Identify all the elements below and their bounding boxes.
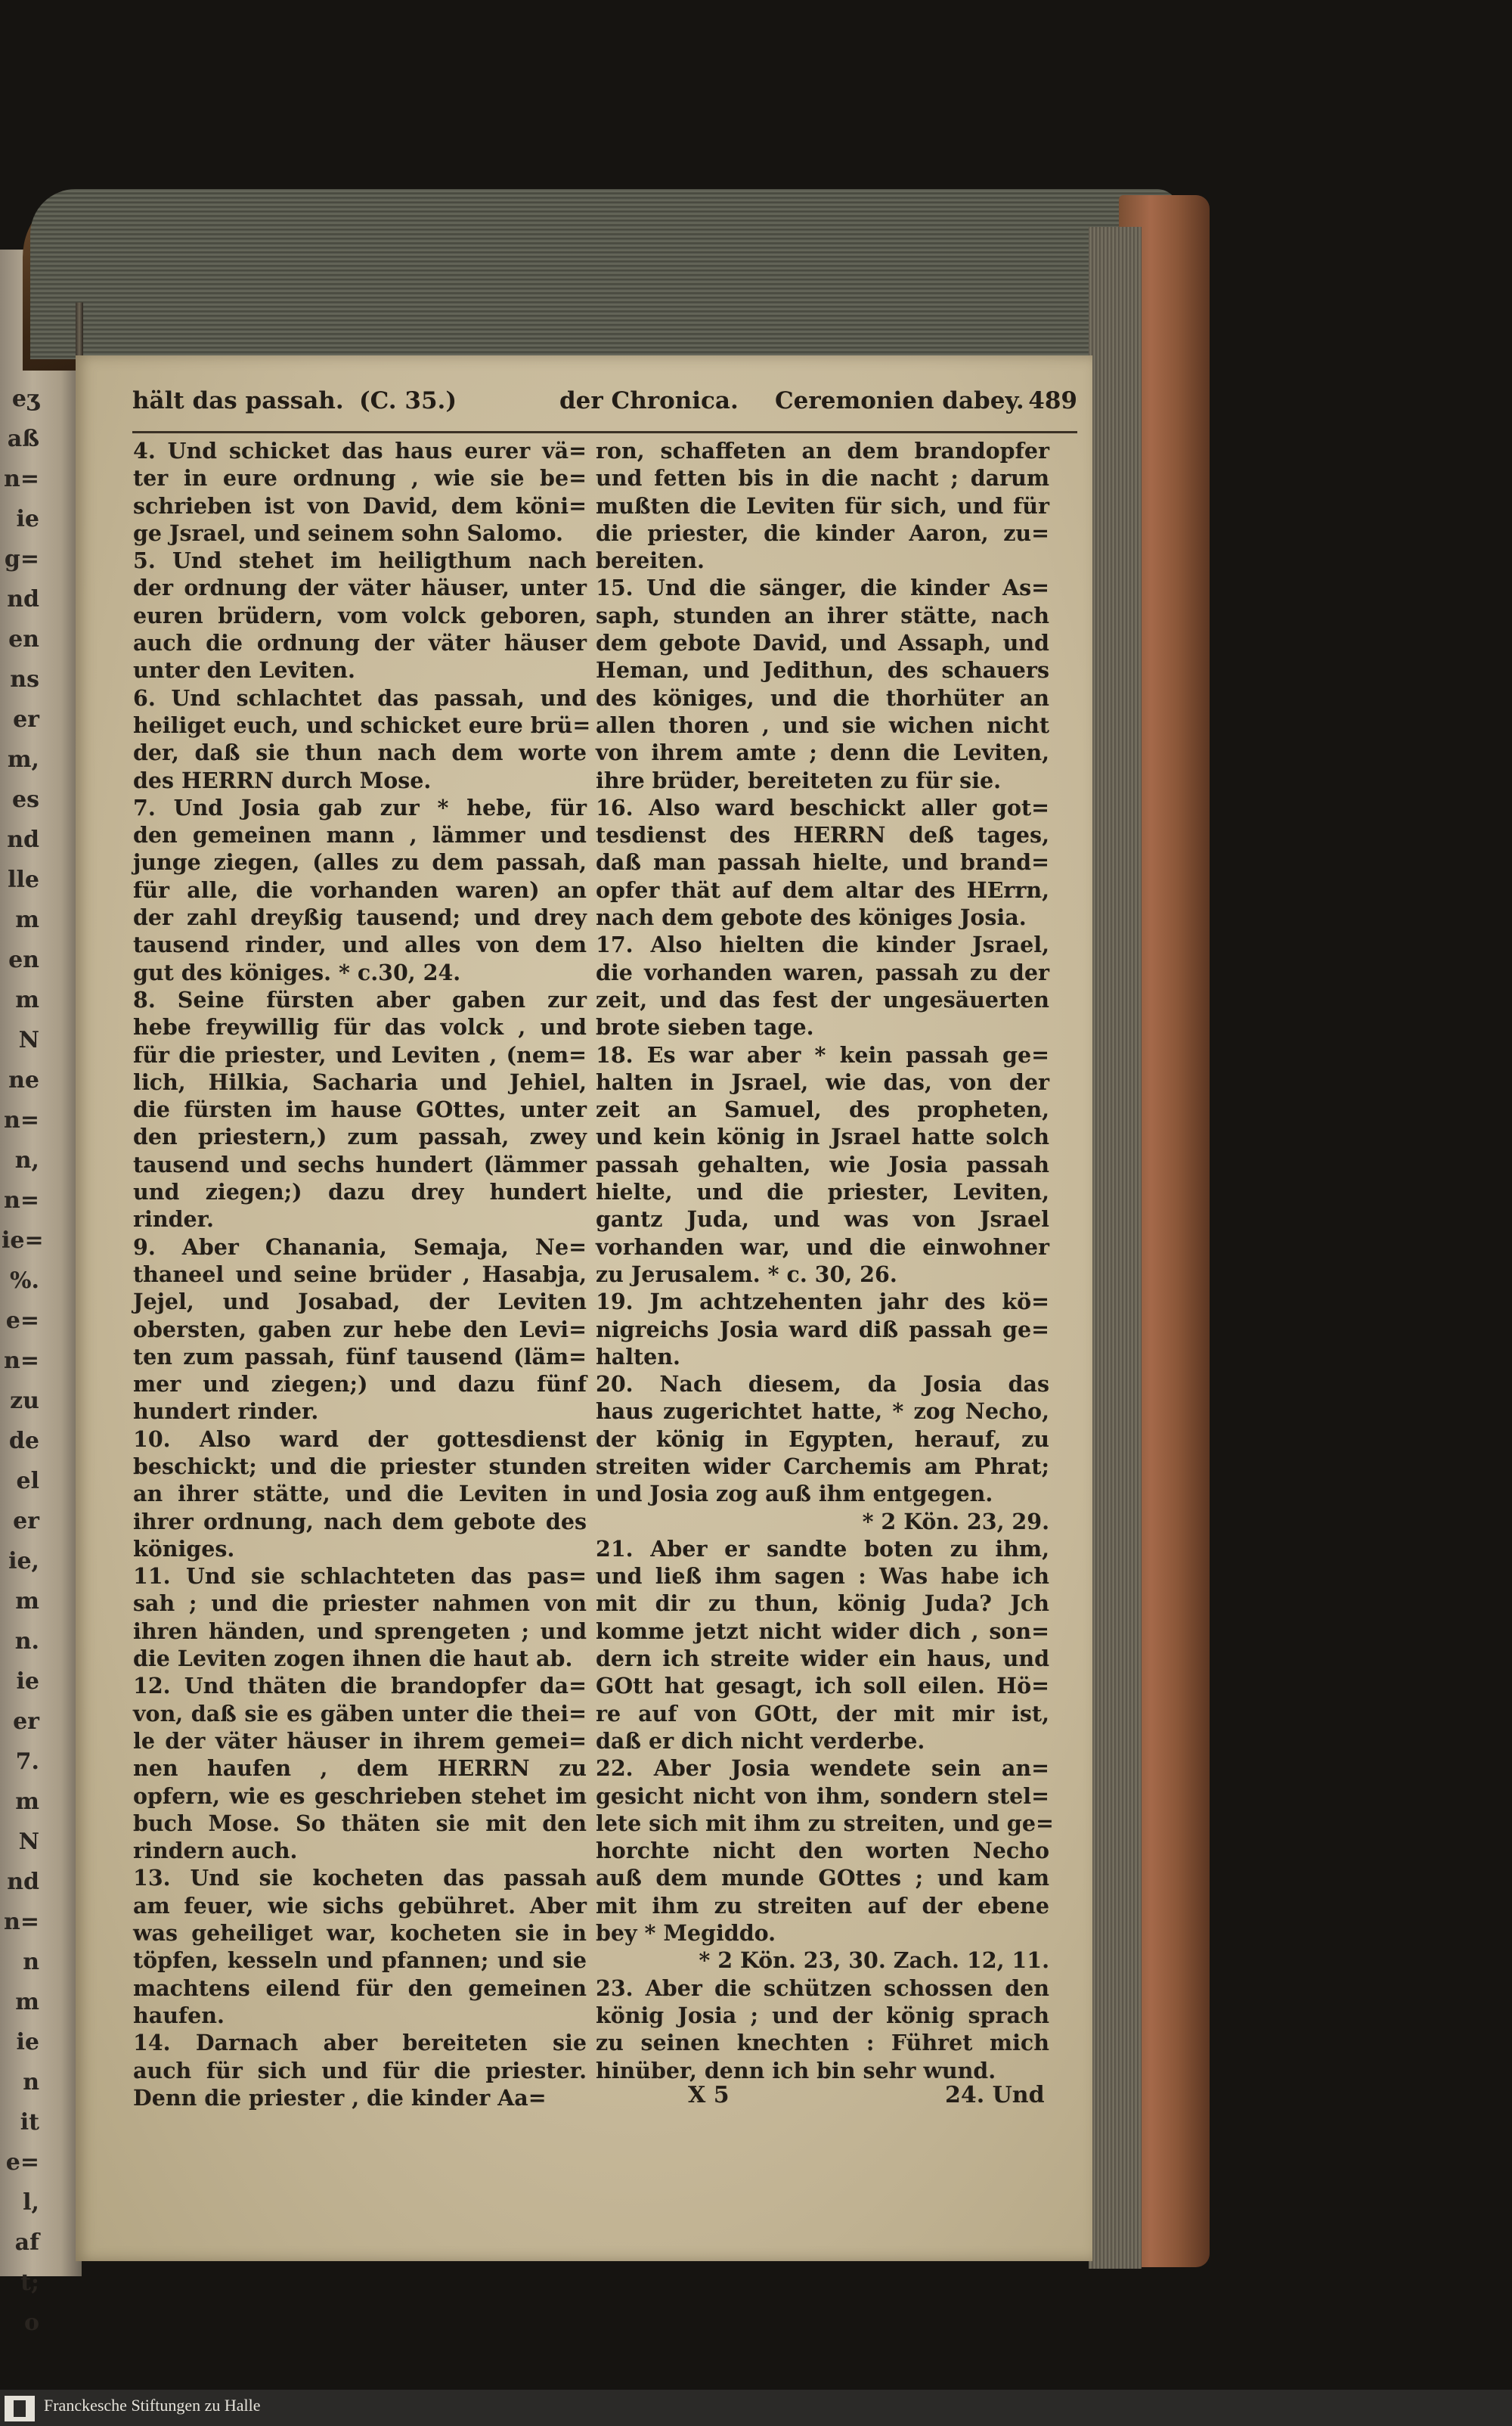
text-line: könig Josia ; und der könig sprach [596, 2002, 1049, 2028]
text-line: le der väter häuser in ihrem gemei= [133, 1727, 587, 1754]
facing-page-fragment: n, [14, 1147, 39, 1174]
facing-page-fragment: nd [7, 1869, 39, 1895]
text-line: und ließ ihm sagen : Was habe ich [596, 1563, 1049, 1590]
text-line: 10. Also ward der gottesdienst [133, 1426, 587, 1452]
text-line: * 2 Kön. 23, 29. [862, 1508, 1049, 1534]
text-line: des HERRN durch Mose. [133, 767, 432, 793]
institution-logo-icon [5, 2396, 35, 2421]
text-line: hinüber, denn ich bin sehr wund. [596, 2057, 996, 2083]
facing-page-fragment: N [18, 1027, 39, 1053]
facing-page-fragment: de [8, 1428, 39, 1454]
text-line: von, daß sie es gäben unter die thei= [133, 1700, 587, 1726]
text-line: bey * Megiddo. [596, 1920, 776, 1947]
text-line: horchte nicht den worten Necho [596, 1838, 1049, 1864]
text-line: der ordnung der väter häuser, unter [133, 575, 587, 601]
text-line: * 2 Kön. 23, 30. Zach. 12, 11. [699, 1947, 1049, 1974]
text-line: ron, schaffeten an dem brandopfer [596, 438, 1049, 464]
text-line: zeit an Samuel, des propheten, [596, 1097, 1049, 1123]
text-line: buch Mose. So thäten sie mit den [133, 1810, 587, 1836]
facing-page-fragment: e= [5, 1308, 39, 1334]
facing-page-fragment: m [15, 907, 39, 933]
text-line: gut des königes. * c.30, 24. [133, 959, 461, 985]
facing-page-fragment: m, [7, 746, 39, 773]
header-chapter: (C. 35.) [359, 387, 457, 414]
text-line: 23. Aber die schützen schossen den [596, 1975, 1049, 2001]
text-line: auch für sich und für die priester. [133, 2057, 587, 2083]
text-line: von ihrem amte ; denn die Leviten, [596, 740, 1049, 766]
facing-page-fragment: n. [14, 1628, 39, 1655]
text-line: ter in eure ordnung , wie sie be= [133, 465, 587, 492]
facing-page-fragment: n [23, 2069, 39, 2096]
text-line: die Leviten zogen ihnen die haut ab. [133, 1646, 573, 1672]
text-line: dern ich streite wider ein haus, und [596, 1646, 1049, 1672]
facing-page-fragment: m [15, 1588, 39, 1615]
text-line: 5. Und stehet im heiligthum nach [133, 548, 587, 574]
text-line: nach dem gebote des königes Josia. [596, 904, 1027, 931]
text-line: ge Jsrael, und seinem sohn Salomo. [133, 520, 563, 546]
footer-institution: Franckesche Stiftungen zu Halle [44, 2396, 261, 2415]
text-line: hebe freywillig für das volck , und [133, 1014, 587, 1041]
text-line: zeit, und das fest der ungesäuerten [596, 986, 1049, 1013]
text-line: auß dem munde GOttes ; und kam [596, 1865, 1049, 1891]
facing-page-fragment: er [13, 706, 39, 733]
text-line: tausend rinder, und alles von dem [133, 932, 587, 958]
facing-page-fragment: er [13, 1708, 39, 1735]
header-rule [132, 431, 1077, 433]
text-line: GOtt hat gesagt, ich soll eilen. Hö= [596, 1673, 1049, 1699]
text-line: lich, Hilkia, Sacharia und Jehiel, [133, 1069, 587, 1095]
text-line: 7. Und Josia gab zur * hebe, für [133, 794, 587, 821]
text-line: rindern auch. [133, 1838, 298, 1864]
text-line: thaneel und seine brüder , Hasabja, [133, 1261, 587, 1287]
text-line: ten zum passah, fünf tausend (läm= [133, 1343, 587, 1370]
text-line: was geheiliget war, kocheten sie in [133, 1920, 587, 1947]
text-line: gesicht nicht von ihm, sondern stel= [596, 1782, 1049, 1809]
facing-page-fragment: it [20, 2109, 39, 2136]
text-line: junge ziegen, (alles zu dem passah, [133, 849, 587, 876]
text-line: 9. Aber Chanania, Semaja, Ne= [133, 1233, 587, 1260]
text-line: und ziegen;) dazu drey hundert [133, 1179, 587, 1205]
text-line: töpfen, kesseln und pfannen; und sie [133, 1947, 587, 1974]
text-line: und Josia zog auß ihm entgegen. [596, 1481, 993, 1507]
facing-page-fragment: nd [7, 827, 39, 853]
header-right: Ceremonien dabey. [775, 387, 1024, 414]
text-line: 15. Und die sänger, die kinder As= [596, 575, 1049, 601]
text-line: 19. Jm achtzehenten jahr des kö= [596, 1289, 1049, 1315]
text-line: allen thoren , und sie wichen nicht [596, 712, 1049, 738]
facing-page-fragment: g= [4, 546, 39, 572]
text-line: heiliget euch, und schicket eure brü= [133, 712, 591, 738]
text-line: 20. Nach diesem, da Josia das [596, 1371, 1049, 1398]
book-block-top-edge [30, 189, 1179, 359]
facing-page-fragment: n [23, 1949, 39, 1975]
text-line: rinder. [133, 1206, 214, 1233]
text-line: komme jetzt nicht wider dich , son= [596, 1618, 1049, 1644]
text-line: und kein könig in Jsrael hatte solch [596, 1124, 1049, 1150]
text-line: opfern, wie es geschrieben stehet im [133, 1782, 587, 1809]
text-line: zu seinen knechten : Führet mich [596, 2030, 1049, 2056]
text-line: 16. Also ward beschickt aller got= [596, 794, 1049, 821]
text-line: passah gehalten, wie Josia passah [596, 1151, 1049, 1177]
text-column-right [596, 437, 1054, 2169]
text-line: den priestern,) zum passah, zwey [133, 1124, 587, 1150]
facing-page-fragment: nd [7, 586, 39, 613]
facing-page-fragment: n= [4, 466, 39, 492]
text-line: mit dir zu thun, könig Juda? Jch [596, 1590, 1049, 1617]
text-line: ihre brüder, bereiteten zu für sie. [596, 767, 1002, 793]
text-line: ihrer ordnung, nach dem gebote des [133, 1508, 587, 1534]
text-line: hundert rinder. [133, 1398, 319, 1425]
facing-page-fragment: t; [20, 2269, 39, 2296]
facing-page-fragment: e= [5, 2149, 39, 2176]
text-line: Denn die priester , die kinder Aa= [133, 2084, 547, 2111]
text-line: tausend und sechs hundert (lämmer [133, 1151, 587, 1177]
text-line: für alle, die vorhanden waren) an [133, 876, 587, 903]
text-line: bereiten. [596, 548, 705, 574]
page-number: 489 [1028, 387, 1077, 414]
text-line: die vorhanden waren, passah zu der [596, 959, 1049, 985]
text-line: mußten die Leviten für sich, und für [596, 492, 1049, 519]
text-line: der könig in Egypten, herauf, zu [596, 1426, 1049, 1452]
text-line: für die priester, und Leviten , (nem= [133, 1041, 587, 1068]
text-line: der, daß sie thun nach dem worte [133, 740, 587, 766]
text-line: 12. Und thäten die brandopfer da= [133, 1673, 587, 1699]
text-line: am feuer, wie sichs gebühret. Aber [133, 1892, 587, 1919]
facing-page-fragment: zu [10, 1388, 39, 1414]
text-line: des königes, und die thorhüter an [596, 684, 1049, 711]
header-left: hält das passah. [132, 387, 344, 414]
text-line: 6. Und schlachtet das passah, und [133, 684, 587, 711]
text-line: 14. Darnach aber bereiteten sie [133, 2030, 587, 2056]
text-line: die priester, die kinder Aaron, zu= [596, 520, 1049, 546]
book-block-right-edge [1089, 227, 1142, 2269]
facing-page-fragment: o [23, 2310, 39, 2336]
text-line: nen haufen , dem HERRN zu [133, 1755, 587, 1782]
facing-page-edge [0, 250, 82, 2336]
text-line: 8. Seine fürsten aber gaben zur [133, 986, 587, 1013]
text-line: auch die ordnung der väter häuser [133, 630, 587, 656]
text-line: dem gebote David, und Assaph, und [596, 630, 1049, 656]
text-line: machtens eilend für den gemeinen [133, 1975, 587, 2001]
text-line: schrieben ist von David, dem köni= [133, 492, 587, 519]
facing-page-fragment: ne [8, 1067, 39, 1094]
text-line: 17. Also hielten die kinder Jsrael, [596, 932, 1049, 958]
text-line: an ihrer stätte, und die Leviten in [133, 1481, 587, 1507]
facing-page-fragment: n= [4, 1187, 39, 1214]
text-line: haufen. [133, 2002, 225, 2028]
text-column-left [133, 437, 591, 2169]
facing-page-fragment: m [15, 987, 39, 1013]
text-line: 18. Es war aber * kein passah ge= [596, 1041, 1049, 1068]
text-line: 11. Und sie schlachteten das pas= [133, 1563, 587, 1590]
text-line: hielte, und die priester, Leviten, [596, 1179, 1049, 1205]
facing-page-fragment: en [8, 626, 39, 653]
book-page [76, 355, 1092, 2261]
facing-page-fragment: eʒ [11, 386, 39, 412]
text-line: unter den Leviten. [133, 657, 355, 684]
text-line: saph, stunden an ihrer stätte, nach [596, 602, 1049, 628]
text-line: daß er dich nicht verderbe. [596, 1727, 925, 1754]
facing-page-fragment: ie [16, 2029, 39, 2055]
text-line: die fürsten im hause GOttes, unter [133, 1097, 587, 1123]
text-line: brote sieben tage. [596, 1014, 814, 1041]
facing-page-fragment: %. [10, 1267, 39, 1294]
facing-page-fragment: ie [16, 1668, 39, 1695]
facing-page-fragment: n= [4, 1348, 39, 1374]
facing-page-fragment: N [18, 1829, 39, 1855]
text-line: 21. Aber er sandte boten zu ihm, [596, 1535, 1049, 1562]
facing-page-fragment: l, [23, 2189, 39, 2216]
text-line: halten in Jsrael, wie das, von der [596, 1069, 1049, 1095]
text-line: opfer thät auf dem altar des HErrn, [596, 876, 1049, 903]
text-line: sah ; und die priester nahmen von [133, 1590, 587, 1617]
facing-page-fragment: ie, [8, 1548, 39, 1574]
text-line: streiten wider Carchemis am Phrat; [596, 1453, 1049, 1479]
facing-page-fragment: ie [16, 506, 39, 532]
text-line: mer und ziegen;) und dazu fünf [133, 1371, 587, 1398]
text-line: gantz Juda, und was von Jsrael [596, 1206, 1049, 1233]
text-line: beschickt; und die priester stunden [133, 1453, 587, 1479]
text-line: obersten, gaben zur hebe den Levi= [133, 1316, 587, 1342]
text-line: der zahl dreyßig tausend; und drey [133, 904, 587, 931]
text-line: vorhanden war, und die einwohner [596, 1233, 1049, 1260]
text-line: 22. Aber Josia wendete sein an= [596, 1755, 1049, 1782]
text-line: 13. Und sie kocheten das passah [133, 1865, 587, 1891]
facing-page-fragment: el [16, 1468, 39, 1494]
text-line: 4. Und schicket das haus eurer vä= [133, 438, 587, 464]
text-line: haus zugerichtet hatte, * zog Necho, [596, 1398, 1049, 1425]
text-line: tesdienst des HERRN deß tages, [596, 822, 1049, 848]
signature-mark: X 5 [688, 2082, 730, 2108]
facing-page-fragment: m [15, 1788, 39, 1815]
catchword: 24. Und [945, 2082, 1045, 2108]
facing-page-fragment: af [14, 2229, 39, 2256]
facing-page-fragment: lle [8, 867, 39, 893]
facing-page-fragment: ie= [2, 1227, 44, 1254]
text-line: zu Jerusalem. * c. 30, 26. [596, 1261, 897, 1287]
text-line: nigreichs Josia ward diß passah ge= [596, 1316, 1049, 1342]
text-line: re auf von GOtt, der mit mir ist, [596, 1700, 1049, 1726]
facing-page-fragment: m [15, 1989, 39, 2015]
text-line: und fetten bis in die nacht ; darum [596, 465, 1049, 492]
text-line: Heman, und Jedithun, des schauers [596, 657, 1049, 684]
text-line: halten. [596, 1343, 680, 1370]
text-line: mit ihm zu streiten auf der ebene [596, 1892, 1049, 1919]
text-line: Jejel, und Josabad, der Leviten [133, 1289, 587, 1315]
text-line: daß man passah hielte, und brand= [596, 849, 1049, 876]
facing-page-fragment: es [12, 786, 39, 813]
facing-page-fragment: aß [7, 426, 39, 452]
text-line: königes. [133, 1535, 235, 1562]
running-header [132, 387, 1077, 433]
text-line: lete sich mit ihm zu streiten, und ge= [596, 1810, 1054, 1836]
text-line: ihren händen, und sprengeten ; und [133, 1618, 587, 1644]
text-line: euren brüdern, vom volck geboren, [133, 602, 587, 628]
facing-page-fragment: ns [10, 666, 39, 693]
text-line: den gemeinen mann , lämmer und [133, 822, 587, 848]
facing-page-fragment: er [13, 1508, 39, 1534]
facing-page-fragment: n= [4, 1107, 39, 1134]
header-book-title: der Chronica. [559, 387, 739, 414]
facing-page-fragment: en [8, 947, 39, 973]
facing-page-fragment: 7. [15, 1748, 39, 1775]
facing-page-fragment: n= [4, 1909, 39, 1935]
